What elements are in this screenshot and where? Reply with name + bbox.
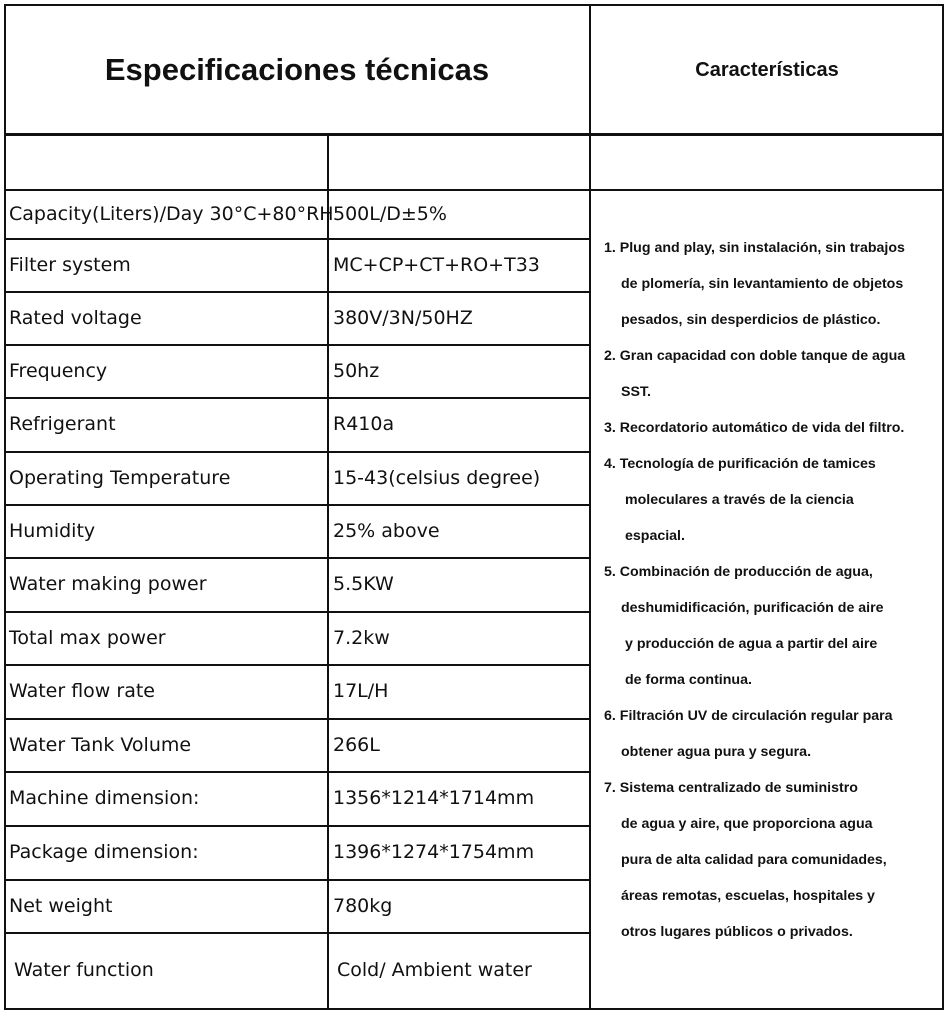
spec-label: Filter system [9,253,131,276]
column-divider-1 [589,4,591,1010]
spec-value: 15-43(celsius degree) [333,466,541,489]
feature-line: de forma continua. [625,672,752,688]
feature-line: y producción de agua a partir del aire [625,636,878,652]
features-title: Características [695,58,839,81]
spec-value: 25% above [333,519,440,542]
feature-line: pura de alta calidad para comunidades, [621,852,887,868]
feature-line: 1. Plug and play, sin instalación, sin trabajos [604,240,905,256]
feature-line: SST. [621,384,651,400]
spec-label: Water Tank Volume [9,733,192,756]
features-list [604,230,940,950]
spec-value: 780kg [333,894,393,917]
spec-label: Total max power [9,626,166,649]
feature-line: otros lugares públicos o privados. [621,924,853,940]
spec-value: 1396*1274*1754mm [333,841,535,863]
spec-value: 1356*1214*1714mm [333,787,535,809]
page-title: Especificaciones técnicas [104,52,490,87]
spec-value: 500L/D±5% [333,203,447,225]
feature-line: 2. Gran capacidad con doble tanque de agua [604,348,906,364]
spec-label: Capacity(Liters)/Day 30°C+80°RH [9,203,334,225]
spec-value: 380V/3N/50HZ [333,306,473,329]
spec-label: Humidity [9,519,96,542]
feature-line: pesados, sin desperdicios de plástico. [621,312,881,328]
feature-line: de agua y aire, que proporciona agua [621,816,873,832]
spec-label: Water flow rate [9,680,155,702]
spec-value: 50hz [333,359,380,382]
spec-value: 266L [333,733,380,756]
feature-line: 5. Combinación de producción de agua, [604,564,873,580]
feature-line: 6. Filtración UV de circulación regular para [604,708,893,724]
spec-label: Machine dimension: [9,787,200,809]
feature-line: 3. Recordatorio automático de vida del filtro. [604,420,905,436]
spec-value: 7.2kw [333,626,390,649]
feature-line: de plomería, sin levantamiento de objetos [621,276,904,292]
spec-label: Net weight [9,894,113,917]
feature-line: espacial. [625,528,685,544]
spec-label: Refrigerant [9,413,116,435]
spec-label: Operating Temperature [9,466,231,489]
spec-value: R410a [333,413,395,435]
feature-line: 7. Sistema centralizado de suministro [604,780,858,796]
feature-line: 4. Tecnología de purificación de tamices [604,456,876,472]
spec-label: Package dimension: [9,841,199,863]
spec-label: Frequency [9,359,108,382]
spec-value: 17L/H [333,680,389,702]
feature-line: deshumidificación, purificación de aire [621,600,884,616]
spec-value: 5.5KW [333,573,394,595]
spec-label: Water function [14,959,154,981]
spec-label: Water making power [9,573,207,595]
spec-value: Cold/ Ambient water [337,959,532,981]
feature-line: obtener agua pura y segura. [621,744,812,760]
feature-line: áreas remotas, escuelas, hospitales y [621,888,875,904]
feature-line: moleculares a través de la ciencia [625,492,854,508]
spec-value: MC+CP+CT+RO+T33 [333,253,540,276]
spec-label: Rated voltage [9,306,142,329]
